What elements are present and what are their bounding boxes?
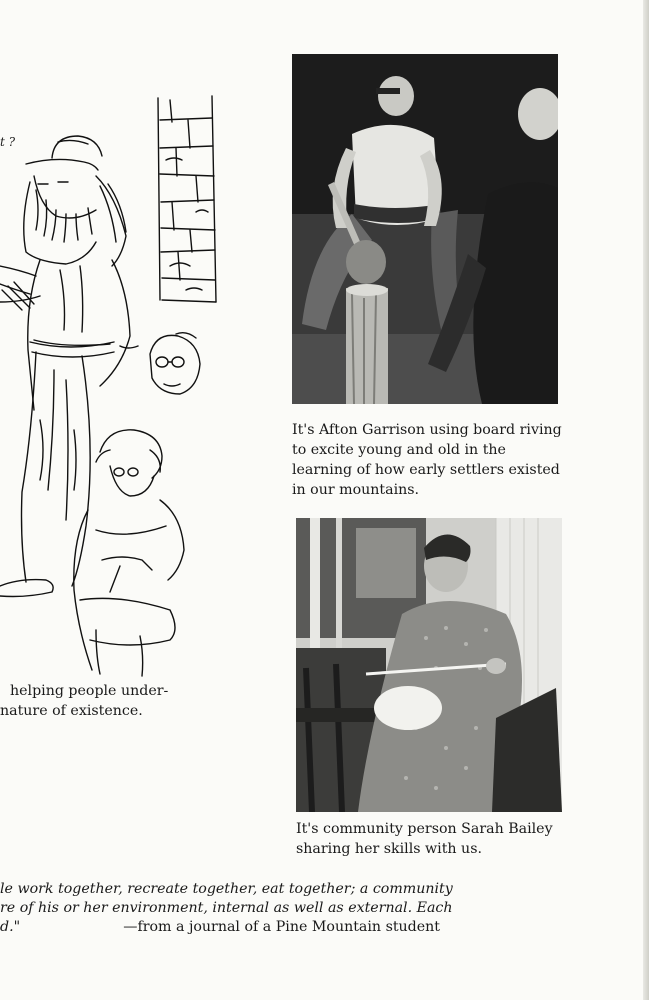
photo-2-caption: It's community person Sarah Bailey sharing her skills with us. [296, 821, 553, 857]
photo-sarah-bailey [296, 518, 562, 812]
quote-line-3: d." [0, 919, 21, 935]
sketch-caption-line-2: nature of existence. [0, 703, 143, 719]
sketch-illustration [0, 90, 230, 680]
page-edge [643, 0, 649, 1000]
photo-1-image [292, 54, 558, 404]
sketch-caption-line-1: helping people under- [10, 683, 169, 699]
quote-line-2: re of his or her environment, internal as well as external. Each [0, 900, 453, 916]
student-journal-quote [0, 880, 453, 937]
sketch-drawing [0, 90, 230, 680]
quote-line-1: le work together, recreate together, eat together; a community [0, 881, 453, 897]
quote-attribution: —from a journal of a Pine Mountain student [123, 919, 440, 935]
photo-2-image [296, 518, 562, 812]
photo-afton-garrison [292, 54, 558, 404]
sketch-caption [0, 681, 228, 721]
photo-1-caption: It's Afton Garrison using board riving to excite young and old in the learning of how early settlers existed in our mountains. [292, 422, 562, 498]
sketch-question-mark: t ? [0, 135, 16, 149]
